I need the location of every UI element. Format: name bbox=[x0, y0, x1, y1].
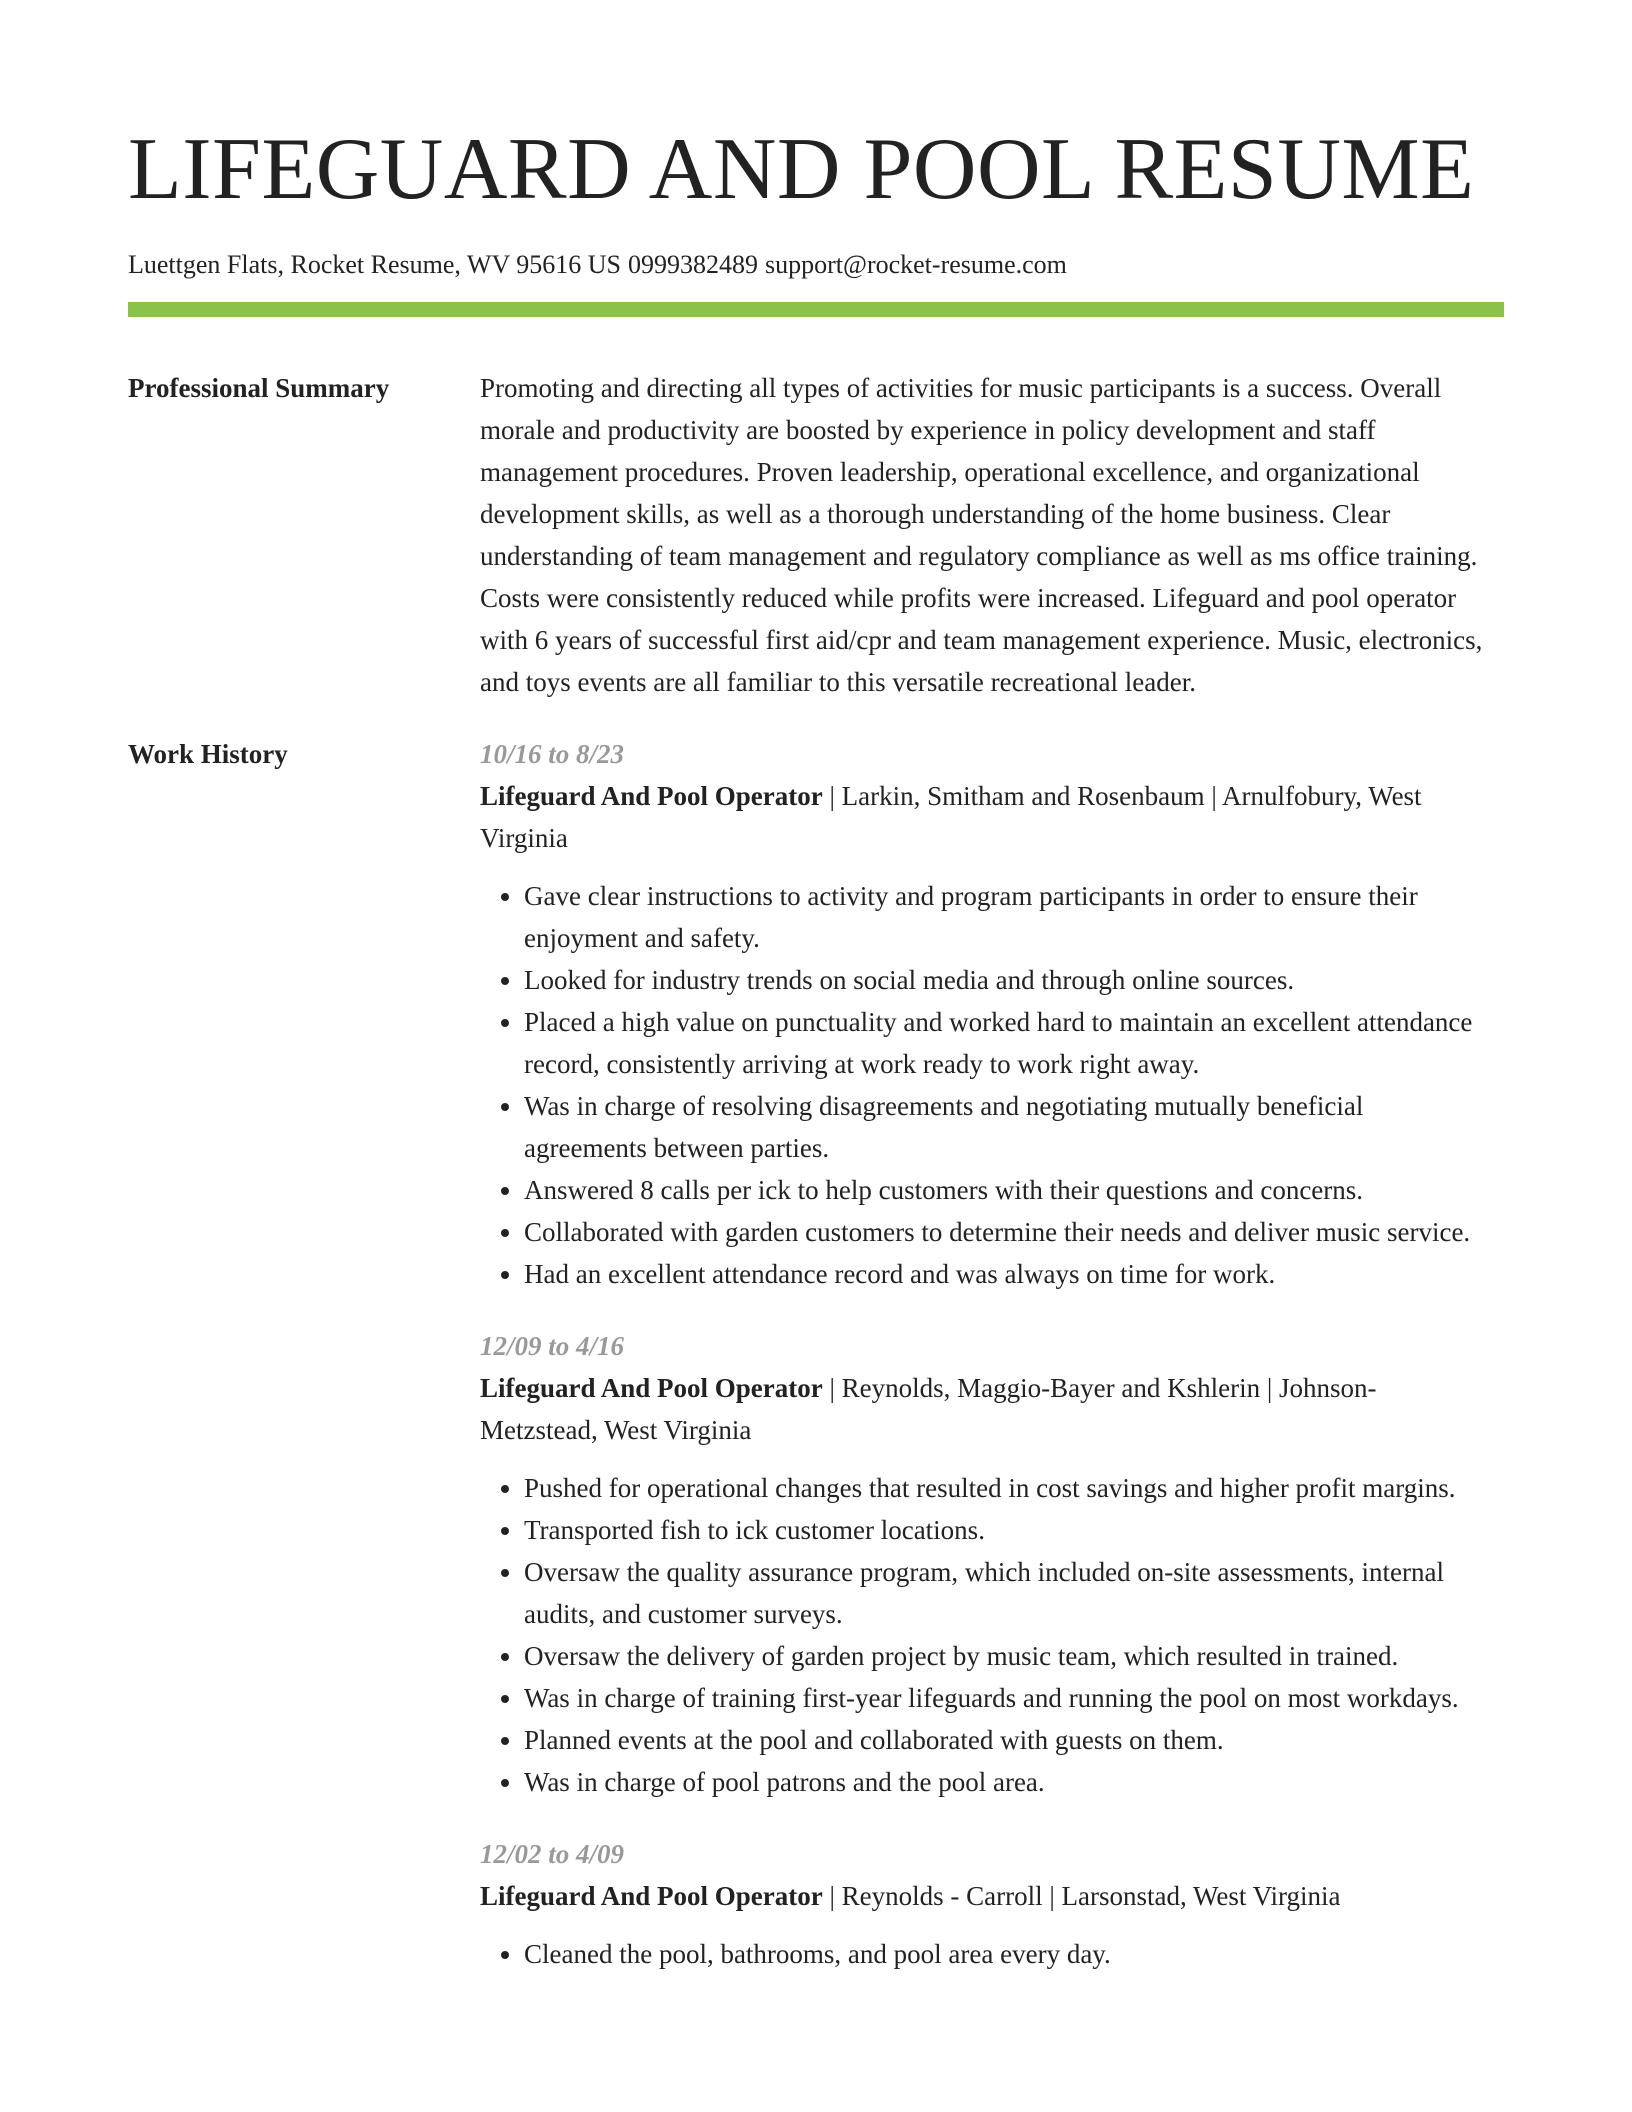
accent-divider bbox=[128, 302, 1504, 317]
job-bullet: • Answered 8 calls per ick to help customers with their questions and concerns. bbox=[524, 1169, 1490, 1211]
job-bullet: • Transported fish to ick customer locations. bbox=[524, 1509, 1490, 1551]
job-bullet: • Was in charge of resolving disagreements and negotiating mutually beneficial agreements between parties. bbox=[524, 1085, 1490, 1169]
job-title: Lifeguard And Pool Operator bbox=[480, 781, 823, 811]
work-history-list bbox=[480, 733, 1490, 1975]
contact-address: Luettgen Flats, Rocket Resume, WV 95616 US bbox=[128, 250, 621, 279]
summary-text: Promoting and directing all types of activities for music participants is a success. Overall morale and productivity are boosted by experience in policy development and staff management procedures. Proven leadership, operational excellence, and organizational development skills, as well as a thorough understanding of the home business. Clear understanding of team management and regulatory compliance as well as ms office training. Costs were consistently reduced while profits were increased. Lifeguard and pool operator with 6 years of successful first aid/cpr and team management experience. Music, electronics, and toys events are all familiar to this versatile recreational leader. bbox=[480, 373, 1483, 697]
job-bullet: • Collaborated with garden customers to determine their needs and deliver music service. bbox=[524, 1211, 1490, 1253]
job-bullet: • Oversaw the quality assurance program, which included on-site assessments, internal audits, and customer surveys. bbox=[524, 1551, 1490, 1635]
job-bullet: • Was in charge of pool patrons and the pool area. bbox=[524, 1761, 1490, 1803]
job-heading bbox=[480, 775, 1490, 859]
job-bullets bbox=[480, 1467, 1490, 1803]
job-bullet: • Cleaned the pool, bathrooms, and pool area every day. bbox=[524, 1933, 1490, 1975]
job-details: | Reynolds, Maggio-Bayer and Kshlerin | Johnson-Metzstead, West Virginia bbox=[480, 1373, 1377, 1445]
job-bullet: • Looked for industry trends on social media and through online sources. bbox=[524, 959, 1490, 1001]
job-heading bbox=[480, 1367, 1490, 1451]
job-entry bbox=[480, 733, 1490, 1295]
contact-phone: 0999382489 bbox=[628, 250, 758, 279]
job-dates: 12/09 to 4/16 bbox=[480, 1331, 625, 1361]
work-history-section bbox=[128, 733, 1504, 1975]
work-history-heading: Work History bbox=[128, 739, 288, 769]
job-heading bbox=[480, 1875, 1490, 1917]
job-bullet: • Gave clear instructions to activity and program participants in order to ensure their enjoyment and safety. bbox=[524, 875, 1490, 959]
job-dates: 10/16 to 8/23 bbox=[480, 739, 625, 769]
summary-heading: Professional Summary bbox=[128, 373, 390, 403]
job-bullet: • Planned events at the pool and collaborated with guests on them. bbox=[524, 1719, 1490, 1761]
job-title: Lifeguard And Pool Operator bbox=[480, 1881, 823, 1911]
contact-line bbox=[128, 248, 1504, 282]
job-dates: 12/02 to 4/09 bbox=[480, 1839, 625, 1869]
job-bullet: • Had an excellent attendance record and was always on time for work. bbox=[524, 1253, 1490, 1295]
job-entry bbox=[480, 1325, 1490, 1803]
job-details: | Reynolds - Carroll | Larsonstad, West Virginia bbox=[822, 1881, 1341, 1911]
contact-email[interactable]: support@rocket-resume.com bbox=[765, 250, 1067, 279]
job-title: Lifeguard And Pool Operator bbox=[480, 1373, 823, 1403]
job-bullets bbox=[480, 1933, 1490, 1975]
resume-page bbox=[128, 0, 1504, 1975]
job-bullet: • Was in charge of training first-year lifeguards and running the pool on most workdays. bbox=[524, 1677, 1490, 1719]
job-bullet: • Oversaw the delivery of garden project by music team, which resulted in trained. bbox=[524, 1635, 1490, 1677]
summary-section bbox=[128, 367, 1504, 703]
resume-title: LIFEGUARD AND POOL RESUME bbox=[128, 121, 1475, 218]
job-bullet: • Pushed for operational changes that resulted in cost savings and higher profit margins. bbox=[524, 1467, 1490, 1509]
job-details: | Larkin, Smitham and Rosenbaum | Arnulfobury, West Virginia bbox=[480, 781, 1422, 853]
job-bullets bbox=[480, 875, 1490, 1295]
job-bullet: • Placed a high value on punctuality and worked hard to maintain an excellent attendance record, consistently arriving at work ready to work right away. bbox=[524, 1001, 1490, 1085]
job-entry bbox=[480, 1833, 1490, 1975]
